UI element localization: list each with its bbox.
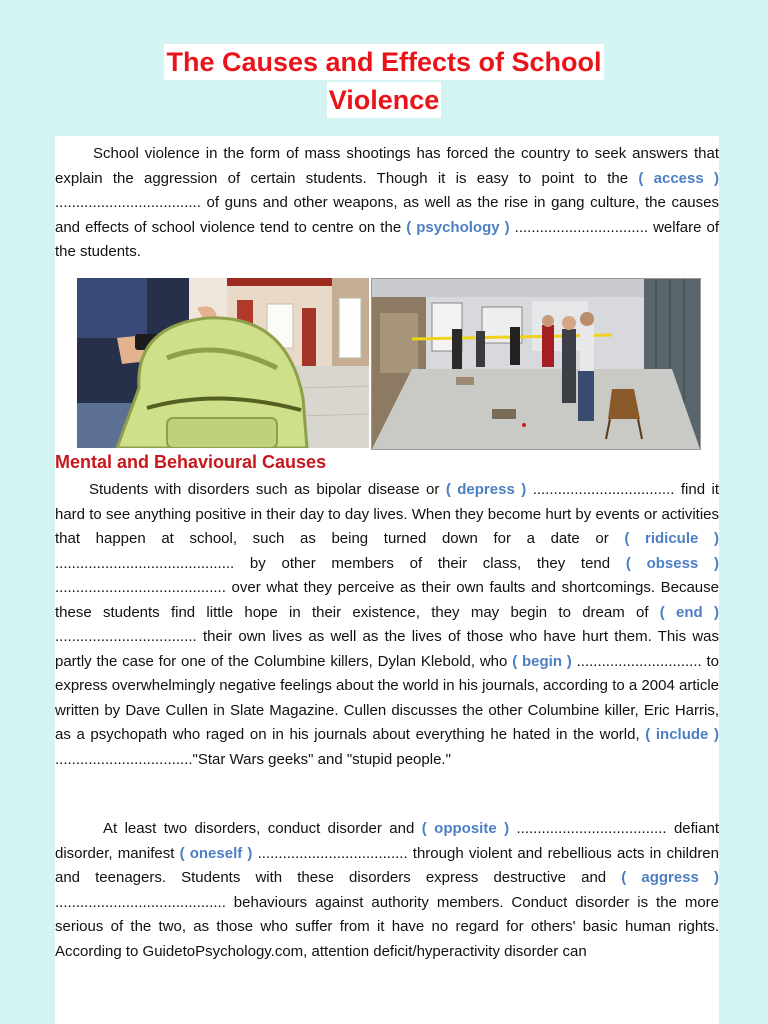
keyword-aggress: ( aggress ) xyxy=(621,869,719,886)
para1-text-5: their own lives as well as the lives of those who have hurt them. This was partly the case for one of the Columbine killers, Dylan Klebold, who xyxy=(55,628,719,670)
photo-student-backpack xyxy=(77,278,369,448)
para1-text-3: by other members of their class, they tend xyxy=(234,554,626,572)
blank-7: .............................. xyxy=(571,652,702,670)
blank-6: .................................. xyxy=(55,628,197,645)
para2-text-4: behaviours against authority members. Conduct disorder is the more serious of the two, as those who suffer from it have no regard for others' basic human rights. According to GuidetoPsychology.com, attention deficit/hyperactivity disorder can xyxy=(55,893,719,960)
blank-11: ......................................... xyxy=(55,893,226,911)
para2-text-1: At least two disorders, conduct disorder and xyxy=(103,820,422,837)
blank-3: .................................. xyxy=(526,481,675,498)
para1-text-1: Students with disorders such as bipolar disease or xyxy=(89,481,446,498)
para2-text-3: through violent and rebellious acts in children and teenagers. Students with these disorders express destructive and xyxy=(55,844,719,886)
keyword-psychology: ( psychology ) xyxy=(406,218,510,236)
intro-text-1: School violence in the form of mass shootings has forced the country to seek answers that explain the aggression of certain students. Though it is easy to point to the xyxy=(55,145,719,187)
keyword-access: ( access ) xyxy=(638,169,719,187)
keyword-end: ( end ) xyxy=(659,603,719,621)
intro-paragraph xyxy=(55,142,719,265)
para1-text-2: find it hard to see anything positive in their day to day lives. When they become hurt by events or activities that happen at school, such as being turned down for a date or xyxy=(55,481,719,547)
backpack-photo-illustration xyxy=(77,278,369,448)
blank-10: .................................... xyxy=(252,844,408,862)
section-heading: Mental and Behavioural Causes xyxy=(55,452,327,472)
para1-text-4: over what they perceive as their own faults and shortcomings. Because these students find little hope in their existence, they may begin to dream of xyxy=(55,579,719,621)
keyword-obsess: ( obsess ) xyxy=(625,554,719,572)
blank-8: ................................. xyxy=(55,750,193,768)
title-line-2: Violence xyxy=(327,82,442,118)
keyword-opposite: ( opposite ) xyxy=(421,820,510,837)
para2-text-2: defiant disorder, manifest xyxy=(55,820,719,862)
keyword-depress: ( depress ) xyxy=(445,481,527,498)
photo-school-hallway xyxy=(371,278,701,450)
intro-text-3: welfare of the students. xyxy=(55,218,719,260)
mental-causes-paragraph xyxy=(55,478,719,772)
keyword-include: ( include ) xyxy=(645,726,719,743)
disorders-paragraph xyxy=(55,817,719,964)
blank-1: ................................... xyxy=(55,194,201,211)
keyword-ridicule: ( ridicule ) xyxy=(624,530,719,547)
keyword-oneself: ( oneself ) xyxy=(179,844,253,862)
para1-text-7: "Star Wars geeks" and "stupid people." xyxy=(192,750,451,768)
blank-4: ........................................... xyxy=(55,554,235,572)
blank-5: ......................................... xyxy=(55,579,226,596)
title-line-1: The Causes and Effects of School xyxy=(164,44,603,80)
keyword-begin: ( begin ) xyxy=(512,652,572,670)
document-page xyxy=(55,136,719,1024)
blank-9: .................................... xyxy=(509,820,667,837)
blank-2: ................................ xyxy=(509,218,649,236)
intro-text-2: of guns and other weapons, as well as the rise in gang culture, the causes and effects of school violence tend to centre on the xyxy=(55,194,719,236)
hallway-photo-illustration xyxy=(372,279,700,449)
page-title xyxy=(0,44,768,118)
para1-text-6: to express overwhelmingly negative feelings about the world in his journals, according to a 2004 article written by Dave Cullen in Slate Magazine. Cullen discusses the other Columbine killer, Eric Harris, as a psychopath who raged on in his journals about everything he hated in the world, xyxy=(55,652,719,743)
